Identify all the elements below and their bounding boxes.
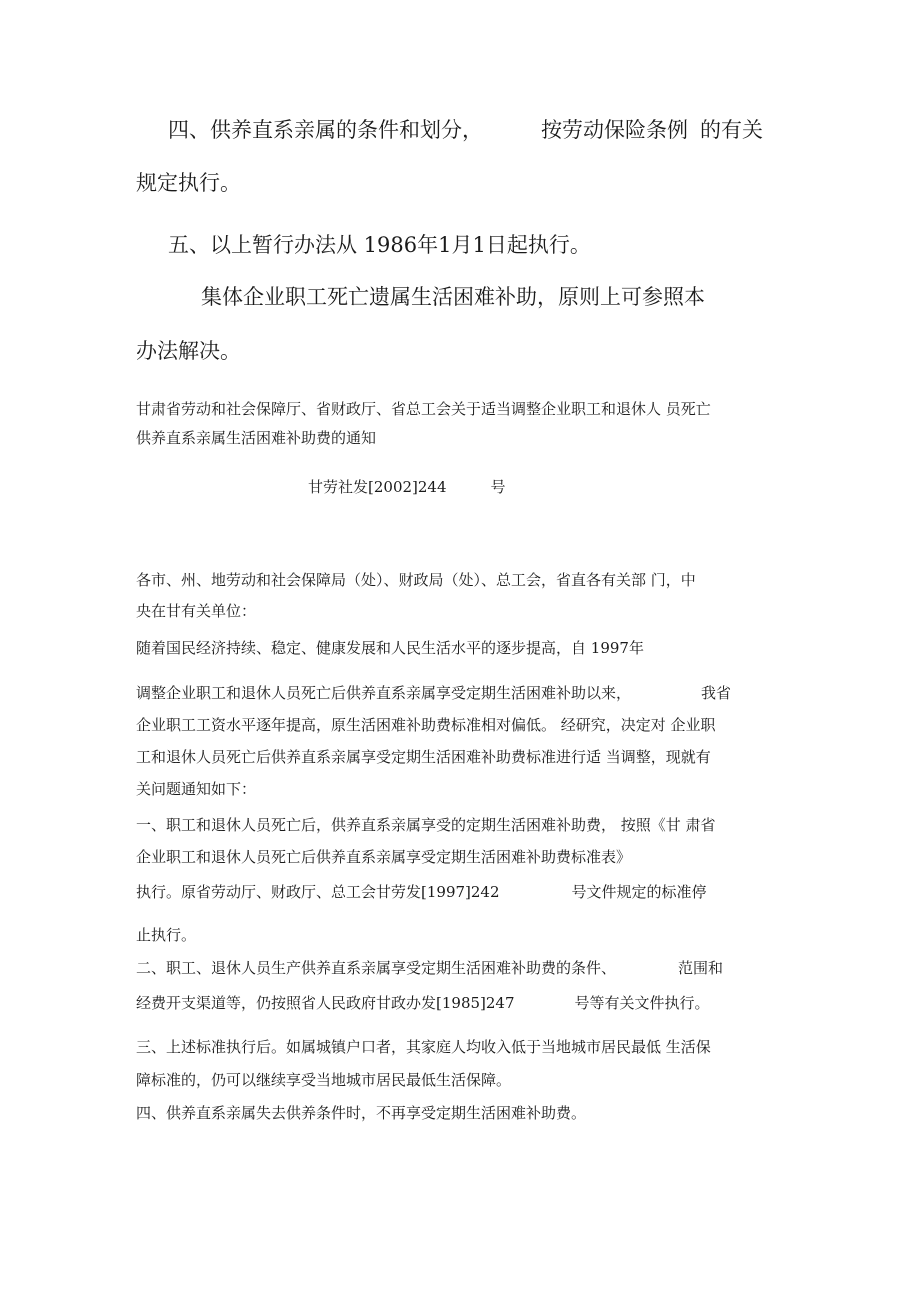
document-number-suffix: 号 <box>490 478 506 496</box>
section-1-line-4: 止执行。 <box>136 926 197 944</box>
paragraph-1-line-2-tail: 我省 <box>701 684 732 702</box>
section-2-line-1-tail: 范围和 <box>678 959 724 977</box>
section-2-line-1-text: 二、职工、退休人员生产供养直系亲属享受定期生活困难补助费的条件、 <box>136 959 617 977</box>
paragraph-1-line-2-text: 调整企业职工和退休人员死亡后供养直系亲属享受定期生活困难补助以来， <box>136 684 632 702</box>
section-1-line-1: 一、职工和退休人员死亡后，供养直系亲属享受的定期生活困难补助费， 按照《甘 肃省 <box>136 816 716 834</box>
item-four-text-c: 的有关 <box>700 118 763 142</box>
document-number <box>308 480 506 495</box>
notice-title-line-1: 甘肃省劳动和社会保障厅、省财政厅、省总工会关于适当调整企业职工和退休人 员死亡 <box>136 400 711 418</box>
section-1-line-3-tail: 号文件规定的标准停 <box>571 883 707 901</box>
paragraph-1-line-1: 随着国民经济持续、稳定、健康发展和人民生活水平的逐步提高，自 1997年 <box>136 639 644 657</box>
section-2-line-1 <box>136 961 723 976</box>
item-four-text-b: 按劳动保险条例 <box>541 118 688 142</box>
section-2-line-2-tail: 号等有关文件执行。 <box>574 994 710 1012</box>
item-four-line <box>168 120 763 141</box>
section-1-line-3 <box>136 885 707 900</box>
collective-line-1: 集体企业职工死亡遗属生活困难补助，原则上可参照本 <box>201 285 705 309</box>
item-four-text-a: 四、供养直系亲属的条件和划分， <box>168 118 483 142</box>
section-1-line-2: 企业职工和退休人员死亡后供养直系亲属享受定期生活困难补助费标准表》 <box>136 848 632 866</box>
paragraph-1-line-5: 关问题通知如下： <box>136 780 257 798</box>
section-2-line-2 <box>136 996 710 1011</box>
section-4-line-1: 四、供养直系亲属失去供养条件时，不再享受定期生活困难补助费。 <box>136 1104 587 1122</box>
section-3-line-2: 障标准的，仍可以继续享受当地城市居民最低生活保障。 <box>136 1071 512 1089</box>
addressee-line-2: 央在甘有关单位： <box>136 602 257 620</box>
collective-line-2: 办法解决。 <box>136 339 241 363</box>
item-four-continuation: 规定执行。 <box>136 171 241 195</box>
document-number-code: 甘劳社发[2002]244 <box>308 478 447 496</box>
section-3-line-1: 三、上述标准执行后。如属城镇户口者，其家庭人均收入低于当地城市居民最低 生活保 <box>136 1038 711 1056</box>
paragraph-1-line-4: 工和退休人员死亡后供养直系亲属享受定期生活困难补助费标准进行适 当调整，现就有 <box>136 748 711 766</box>
section-2-line-2-text: 经费开支渠道等，仍按照省人民政府甘政办发[1985]247 <box>136 994 515 1012</box>
section-1-line-3-text: 执行。原省劳动厅、财政厅、总工会甘劳发[1997]242 <box>136 883 500 901</box>
addressee-line-1: 各市、州、地劳动和社会保障局（处）、财政局（处）、总工会，省直各有关部 门，中 <box>136 571 696 589</box>
notice-title-line-2: 供养直系亲属生活困难补助费的通知 <box>136 429 377 447</box>
paragraph-1-line-2 <box>136 686 731 701</box>
paragraph-1-line-3: 企业职工工资水平逐年提高，原生活困难补助费标准相对偏低。 经研究，决定对 企业职 <box>136 716 716 734</box>
item-five-line: 五、以上暂行办法从 1986年1月1日起执行。 <box>168 233 591 257</box>
